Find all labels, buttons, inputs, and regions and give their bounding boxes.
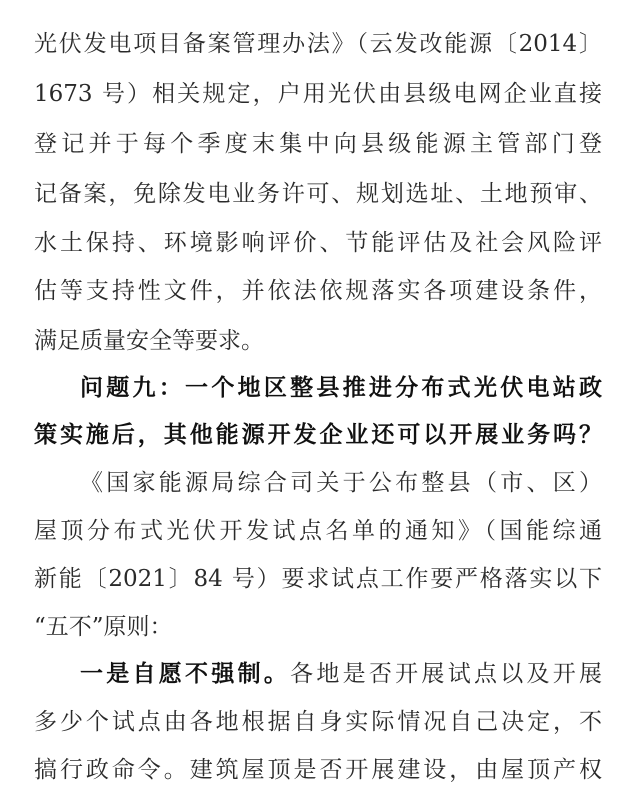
paragraph-3-line-2: 屋顶分布式光伏开发试点名单的通知》（国能综通 bbox=[34, 518, 602, 544]
paragraph-1-line-2: 1673 号）相关规定，户用光伏由县级电网企业直接 bbox=[34, 81, 602, 107]
question-heading-line-1: 问题九：一个地区整县推进分布式光伏电站政 bbox=[80, 374, 602, 401]
paragraph-3-line-1: 《国家能源局综合司关于公布整县（市、区） bbox=[80, 470, 602, 496]
paragraph-4-line-2: 多少个试点由各地根据自身实际情况自己决定，不 bbox=[34, 709, 602, 735]
paragraph-4-lead: 一是自愿不强制。 bbox=[80, 660, 291, 687]
question-heading-line-2: 策实施后，其他能源开发企业还可以开展业务吗？ bbox=[34, 421, 602, 448]
paragraph-1-line-5: 水土保持、环境影响评价、节能评估及社会风险评 bbox=[34, 230, 602, 256]
paragraph-4-line-1-text: 各地是否开展试点以及开展 bbox=[290, 661, 602, 687]
paragraph-1-line-6: 估等支持性文件，并依法依规落实各项建设条件， bbox=[34, 278, 602, 304]
paragraph-3-line-3: 新能〔2021〕84 号）要求试点工作要严格落实以下 bbox=[34, 566, 602, 592]
paragraph-1-line-4: 记备案，免除发电业务许可、规划选址、土地预审、 bbox=[34, 181, 602, 207]
paragraph-3-line-4: “五不”原则： bbox=[34, 614, 173, 640]
paragraph-1-line-3: 登记并于每个季度末集中向县级能源主管部门登 bbox=[34, 131, 602, 157]
paragraph-4-line-3: 搞行政命令。建筑屋顶是否开展建设，由屋顶产权 bbox=[34, 757, 602, 783]
paragraph-4-line-1 bbox=[80, 652, 602, 696]
paragraph-1-line-1: 光伏发电项目备案管理办法》（云发改能源〔2014〕 bbox=[34, 31, 602, 57]
paragraph-1-line-7: 满足质量安全等要求。 bbox=[34, 328, 264, 354]
